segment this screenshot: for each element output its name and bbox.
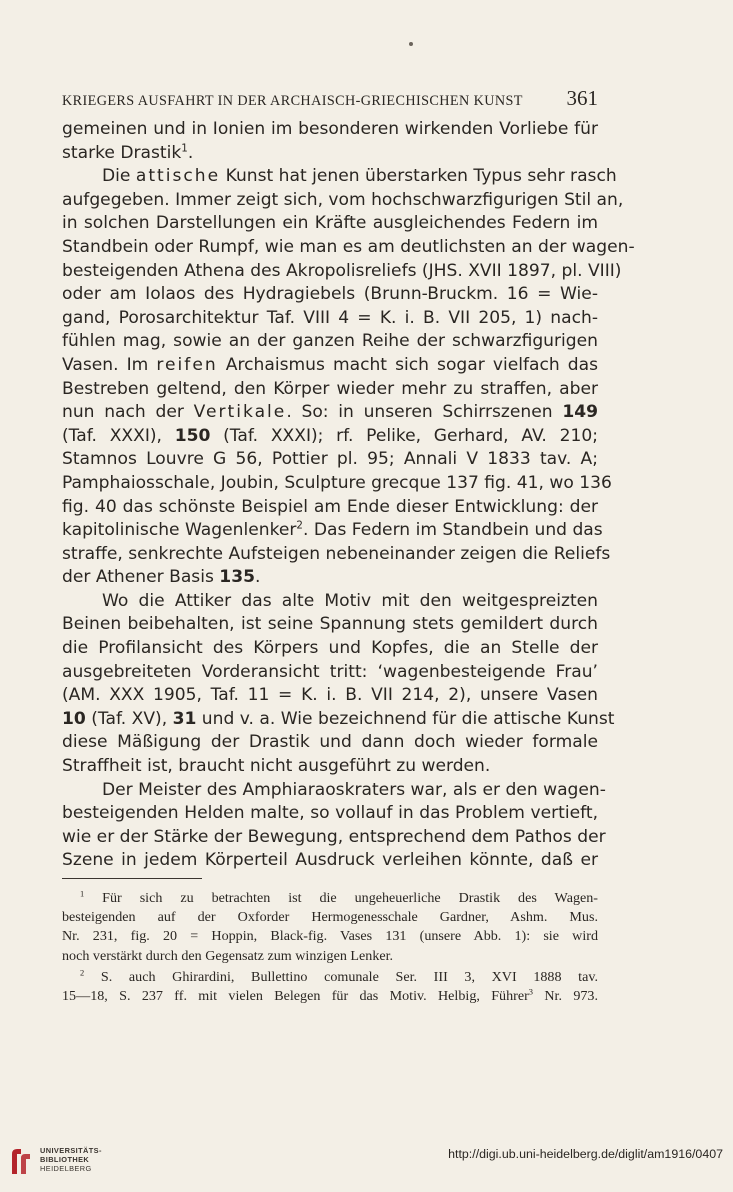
text-line: gemeinen und in Ionien im besonderen wirkenden Vorliebe für (62, 119, 598, 139)
text-line: starke Drastik$^1$. (62, 141, 194, 163)
text-line: Stamnos Louvre G 56, Pottier pl. 95; Annali V 1833 tav. A; (62, 449, 598, 470)
source-url[interactable]: http://digi.ub.uni-heidelberg.de/diglit/am1916/0407 (448, 1147, 723, 1161)
footnote-ref-1[interactable]: 1 (181, 141, 188, 154)
text-line: fig. 40 das schönste Beispiel am Ende dieser Entwicklung: der (62, 496, 598, 517)
paragraph-4 (62, 779, 606, 873)
text-line: Wo die Attiker das alte Motiv mit den weitgespreizten (102, 590, 598, 611)
footnote-line: $^2$ S. auch Ghirardini, Bullettino comunale Ser. III 3, XVI 1888 tav. (80, 967, 598, 985)
text-line: nun nach der Vertikale. So: in unseren Schirrszenen 149 (62, 402, 598, 423)
main-text (62, 118, 635, 873)
text-line: kapitolinische Wagenlenker$^2$. Das Federn im Standbein und das (62, 519, 603, 541)
footnote-mark: 1 (80, 888, 85, 899)
footnote-line: 15—18, S. 237 ff. mit vielen Belegen für das Motiv. Helbig, Führer$^3$ Nr. 973. (62, 986, 598, 1004)
paragraph-1 (62, 118, 598, 165)
text-line: gand, Porosarchitektur Taf. VIII 4 = K. i. B. VII 205, 1) nach- (62, 307, 598, 328)
paragraph-3 (62, 590, 615, 779)
text-line: besteigenden Athena des Akropolisreliefs (JHS. XVII 1897, pl. VIII) (62, 260, 622, 281)
text-line: ausgebreiteten Vorderansicht tritt: ‘wagenbesteigende Frau’ (62, 661, 598, 682)
text-line: Vasen. Im reifen Archaismus macht sich sogar vielfach das (62, 354, 599, 375)
text-line: besteigenden Helden malte, so vollauf in das Problem vertieft, (62, 803, 598, 824)
page-footer (0, 1142, 733, 1182)
footnote-line: besteigenden auf der Oxforder Hermogenesschale Gardner, Ashm. Mus. (62, 909, 598, 926)
text-line: oder am Iolaos des Hydragiebels (Brunn-Bruckm. 16 = Wie- (62, 284, 598, 305)
text-line: diese Mäßigung der Drastik und dann doch wieder formale (62, 732, 598, 753)
footnote-line: noch verstärkt durch den Gegensatz zum winzigen Lenker. (62, 947, 394, 964)
library-logo-icon (8, 1146, 34, 1176)
footnotes (62, 889, 598, 1008)
text-line: (AM. XXX 1905, Taf. 11 = K. i. B. VII 214, 2), unsere Vasen (62, 685, 598, 706)
text-line: Szene in jedem Körperteil Ausdruck verleihen könnte, daß er (62, 850, 598, 871)
text-line: wie er der Stärke der Bewegung, entsprechend dem Pathos der (62, 826, 606, 847)
text-line: Beinen beibehalten, ist seine Spannung stets gemildert durch (62, 614, 598, 635)
text-line: die Profilansicht des Körpers und Kopfes, die an Stelle der (62, 638, 598, 659)
text-line: Bestreben geltend, den Körper wieder mehr zu straffen, aber (62, 378, 598, 399)
text-line: fühlen mag, sowie an der ganzen Reihe der schwarzfigurigen (62, 331, 598, 352)
text-line: Die attische Kunst hat jenen überstarken Typus sehr rasch (102, 166, 617, 187)
text-line: aufgegeben. Immer zeigt sich, vom hochschwarzfigurigen Stil an, (62, 189, 624, 210)
text-line: Der Meister des Amphiaraoskraters war, als er den wagen- (102, 779, 606, 800)
footnote-line: Nr. 231, fig. 20 = Hoppin, Black-fig. Vases 131 (unsere Abb. 1): sie wird (62, 928, 598, 945)
footnote-ref-2[interactable]: 2 (296, 519, 303, 532)
text-line: (Taf. XXXI), 150 (Taf. XXXI); rf. Pelike, Gerhard, AV. 210; (62, 425, 598, 446)
text-line: der Athener Basis 135. (62, 567, 261, 588)
running-head-title: KRIEGERS AUSFAHRT IN DER ARCHAISCH-GRIECHISCHEN KUNST (62, 93, 523, 109)
footnote-2 (62, 968, 598, 1006)
speck-mark (409, 42, 413, 46)
footnote-1 (62, 889, 598, 966)
paragraph-2 (62, 165, 635, 590)
footnote-divider (62, 878, 202, 879)
page-number: 361 (566, 86, 598, 110)
text-line: Standbein oder Rumpf, wie man es am deutlichsten an der wagen- (62, 236, 635, 257)
footnote-mark: 2 (80, 967, 85, 978)
text-line: Straffheit ist, braucht nicht ausgeführt zu werden. (62, 756, 491, 777)
text-line: 10 (Taf. XV), 31 und v. a. Wie bezeichnend für die attische Kunst (62, 708, 615, 729)
text-line: Pamphaiosschale, Joubin, Sculpture grecque 137 fig. 41, wo 136 (62, 472, 612, 493)
text-line: straffe, senkrechte Aufsteigen nebeneinander zeigen die Reliefs (62, 543, 611, 564)
text-line: in solchen Darstellungen ein Kräfte ausgleichendes Federn im (62, 213, 598, 234)
footnote-line: $^1$ Für sich zu betrachten ist die ungeheuerliche Drastik des Wagen- (80, 888, 598, 906)
library-logo-text: UNIVERSITÄTS- BIBLIOTHEK HEIDELBERG (40, 1146, 102, 1173)
running-head (62, 86, 598, 111)
